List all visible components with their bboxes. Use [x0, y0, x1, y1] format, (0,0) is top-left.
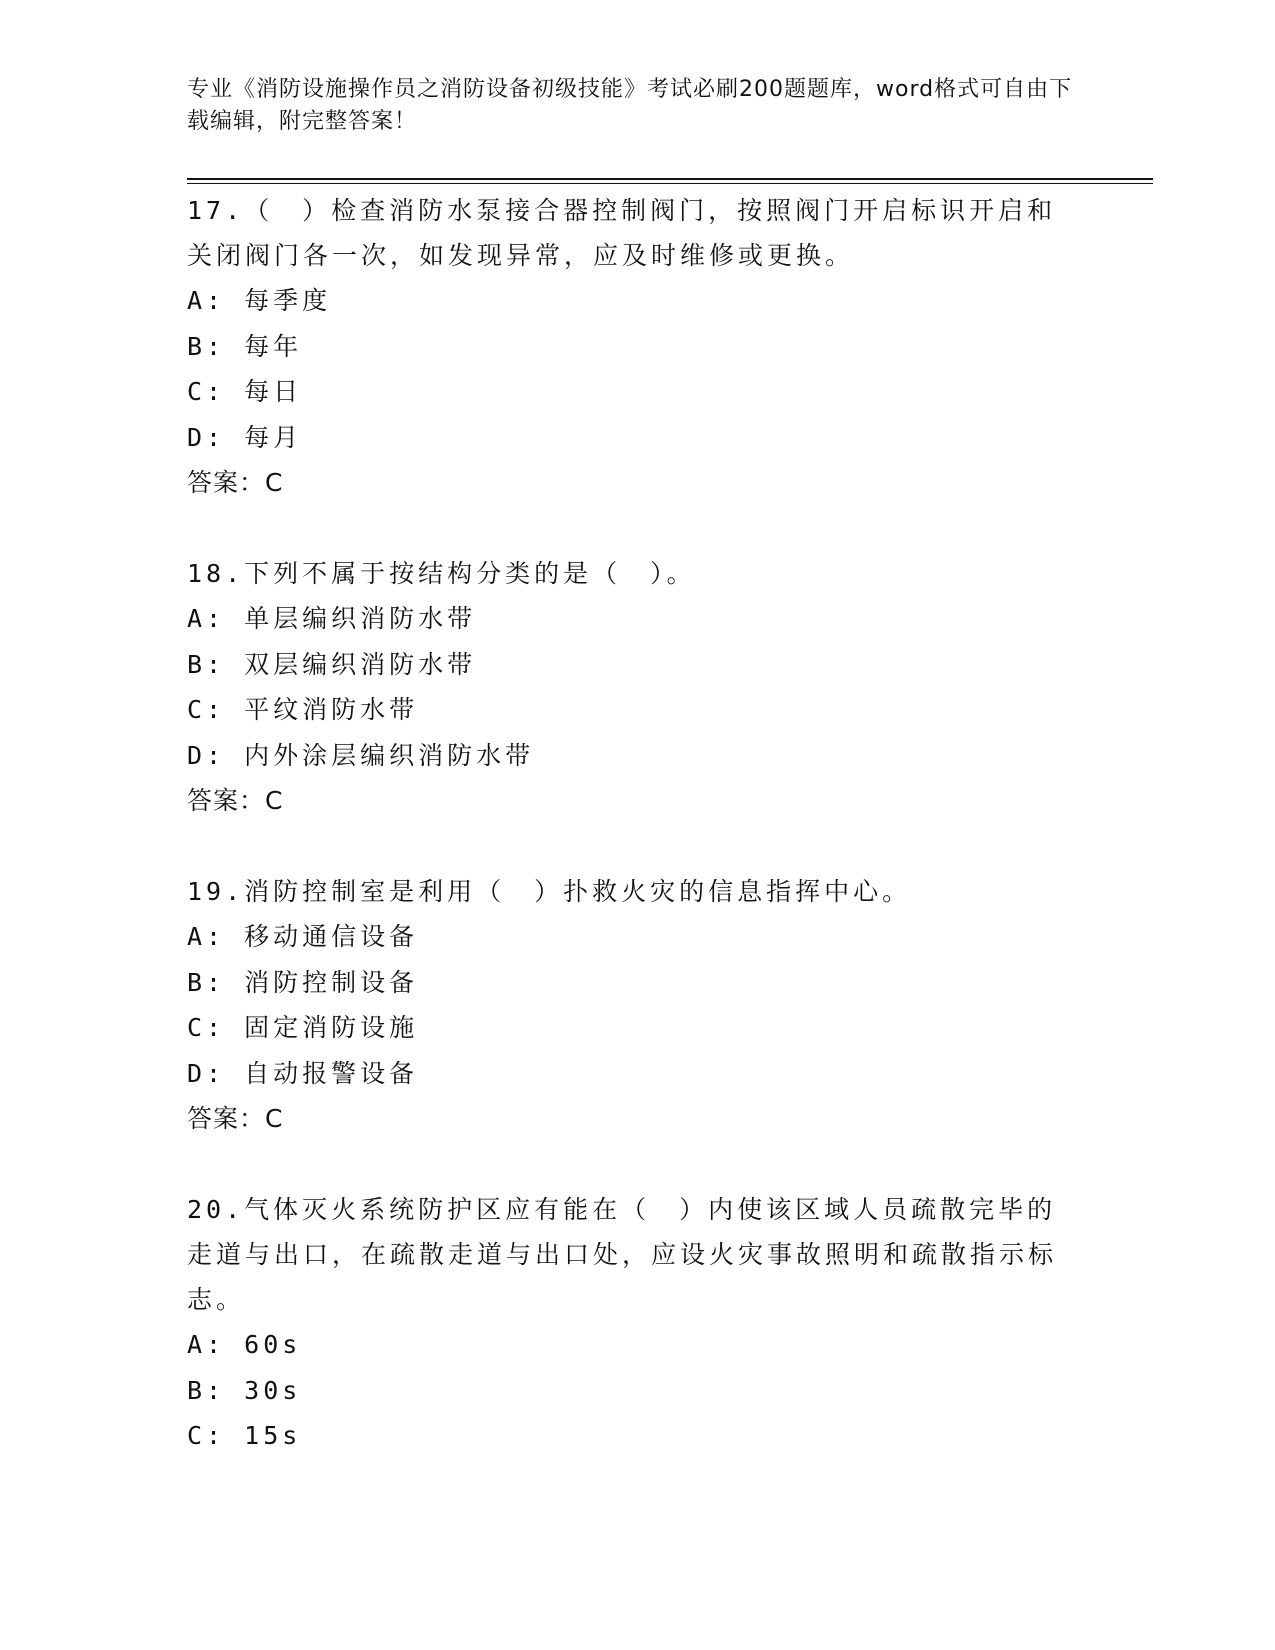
- option-c: C: 每日: [187, 377, 303, 406]
- header-divider-thin: [187, 183, 1153, 184]
- option-d: D: 每月: [187, 422, 303, 452]
- header-divider-thick: [187, 178, 1153, 180]
- option-c: C: 15s: [187, 1421, 302, 1450]
- option-c: C: 固定消防设施: [187, 1013, 419, 1042]
- option-b: B: 双层编织消防水带: [187, 649, 477, 679]
- question-text: 17.（ ）检查消防水泵接合器控制阀门，按照阀门开启标识开启和关闭阀门各一次，如发现异常，应及时维修或更换。: [187, 196, 1057, 270]
- question-17: [187, 188, 1087, 505]
- question-19: [187, 869, 1087, 1141]
- option-d: D: 自动报警设备: [187, 1058, 419, 1088]
- answer: 答案：C: [187, 786, 284, 815]
- answer: 答案：C: [187, 1104, 284, 1133]
- question-text: 20.气体灭火系统防护区应有能在（ ）内使该区域人员疏散完毕的走道与出口，在疏散走道与出口处，应设火灾事故照明和疏散指示标志。: [187, 1195, 1058, 1314]
- option-a: A: 移动通信设备: [187, 922, 419, 951]
- option-c: C: 平纹消防水带: [187, 695, 419, 724]
- question-list: [187, 188, 1087, 1459]
- option-a: A: 每季度: [187, 286, 332, 315]
- option-a: A: 60s: [187, 1330, 302, 1359]
- option-b: B: 30s: [187, 1375, 302, 1405]
- document-header: 专业《消防设施操作员之消防设备初级技能》考试必刷200题题库，word格式可自由下载编辑，附完整答案！: [187, 77, 1073, 134]
- option-b: B: 消防控制设备: [187, 967, 419, 997]
- question-text: 19.消防控制室是利用（ ）扑救火灾的信息指挥中心。: [187, 877, 912, 906]
- option-a: A: 单层编织消防水带: [187, 604, 477, 633]
- question-20: [187, 1187, 1087, 1459]
- question-text: 18.下列不属于按结构分类的是（ ）。: [187, 559, 696, 588]
- option-b: B: 每年: [187, 331, 303, 361]
- question-18: [187, 551, 1087, 823]
- option-d: D: 内外涂层编织消防水带: [187, 740, 535, 770]
- answer: 答案：C: [187, 468, 284, 497]
